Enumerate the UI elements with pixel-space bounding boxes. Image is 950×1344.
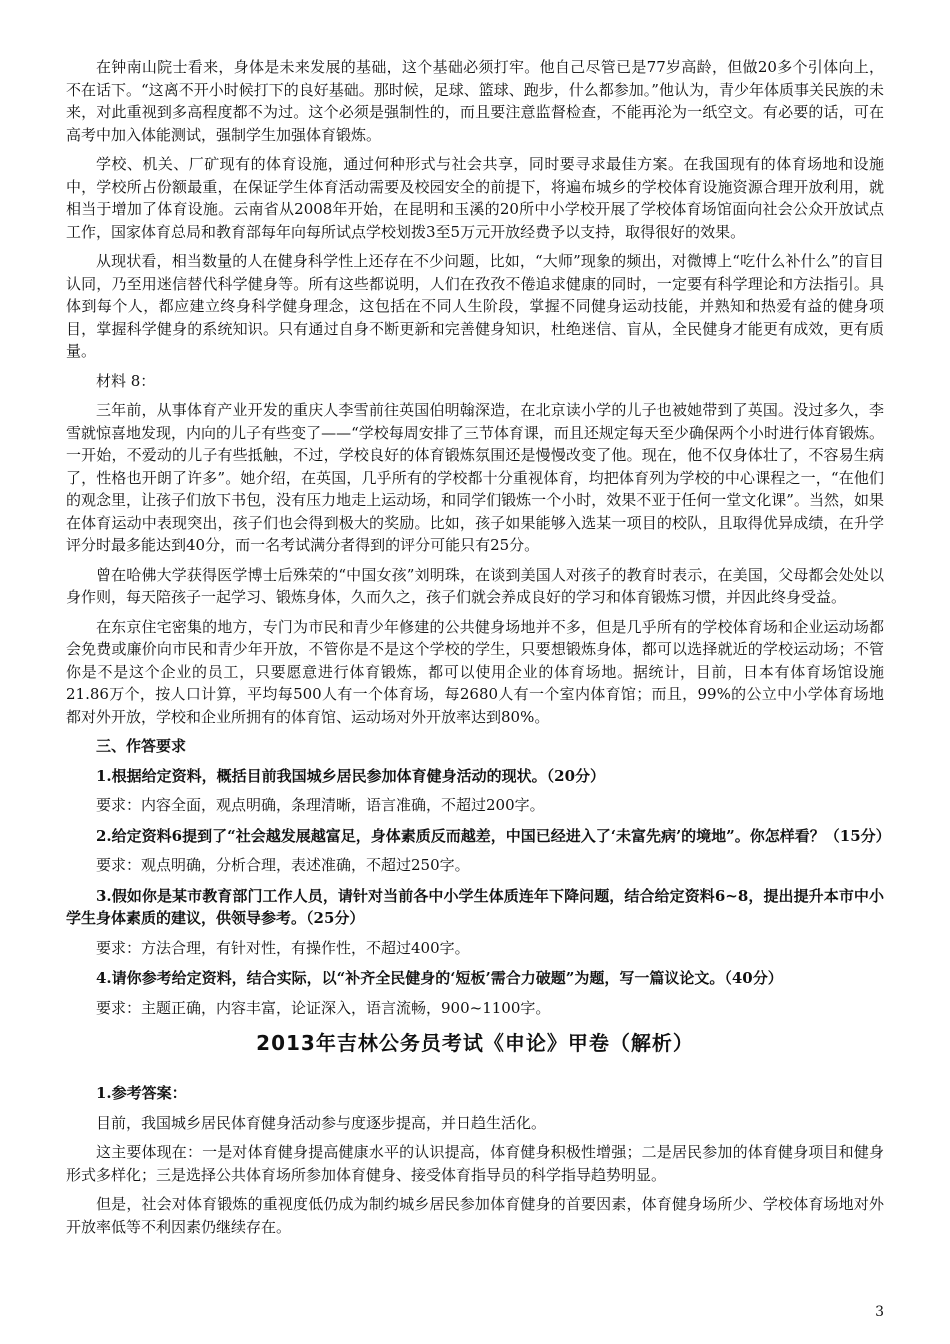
analysis-title: 2013年吉林公务员考试《申论》甲卷（解析） [256, 1031, 694, 1055]
section-heading: 三、作答要求 [96, 737, 187, 755]
question-2: 2.给定资料6提到了“社会越发展越富足，身体素质反而越差，中国已经进入了‘未富先病’的境地”。你怎样看？（15分） [96, 826, 891, 845]
question-3: 3.假如你是某市教育部门工作人员，请针对当前各中小学生体质连年下降问题，结合给定资料6~8，提出提升本市中小学生身体素质的建议，供领导参考。（25分） [66, 886, 884, 927]
body-paragraph: 曾在哈佛大学获得医学博士后殊荣的“中国女孩”刘明珠，在谈到美国人对孩子的教育时表示，在美国，父母都会处处以身作则，每天陪孩子一起学习、锻炼身体，久而久之，孩子们就会养成良好的学习和体育锻炼习惯，并因此终身受益。 [66, 565, 884, 606]
question-4: 4.请你参考给定资料，结合实际，以“补齐全民健身的‘短板’需合力破题”为题，写一篇议论文。（40分） [96, 969, 783, 987]
body-paragraph: 在东京住宅密集的地方，专门为市民和青少年修建的公共健身场地并不多，但是几乎所有的学校体育场和企业运动场都会免费或廉价向市民和青少年开放，不管你是不是这个学校的学生，只要想锻炼身体，都可以选择就近的学校运动场；不管你是不是这个企业的员工，只要愿意进行体育锻炼，都可以使用企业的体育场地。据统计，目前，日本有体育场馆设施21.86万个，按人口计算，平均每500人有一个体育场，每2680人有一个室内体育馆；而且，99%的公立中小学体育场地都对外开放，学校和企业所拥有的体育馆、运动场对外开放率达到80%。 [66, 617, 884, 726]
answer-paragraph: 但是，社会对体育锻炼的重视度低仍成为制约城乡居民参加体育健身的首要因素，体育健身场所少、学校体育场地对外开放率低等不利因素仍继续存在。 [66, 1195, 884, 1236]
body-paragraph: 在钟南山院士看来，身体是未来发展的基础，这个基础必须打牢。他自己尽管已是77岁高龄，但做20多个引体向上，不在话下。“这离不开小时候打下的良好基础。那时候，足球、篮球、跑步，什么都参加。”他认为，青少年体质事关民族的未来，对此重视到多高程度都不为过。这个必须是强制性的，而且要注意监督检查，不能再沦为一纸空文。有必要的话，可在高考中加入体能测试，强制学生加强体育锻炼。 [66, 58, 884, 144]
body-paragraph: 从现状看，相当数量的人在健身科学性上还存在不少问题，比如，“大师”现象的频出，对微博上“吃什么补什么”的盲目认同，乃至用迷信替代科学健身等。所有这些都说明，人们在孜孜不倦追求健康的同时，一定要有科学理论和方法指引。具体到每个人，都应建立终身科学健身理念，这包括在不同人生阶段，掌握不同健身运动技能，并熟知和热爱有益的健身项目，掌握科学健身的系统知识。只有通过自身不断更新和完善健身知识，杜绝迷信、盲从，全民健身才能更有成效，更有质量。 [66, 252, 884, 360]
answer-paragraph: 目前，我国城乡居民体育健身活动参与度逐步提高，并日趋生活化。 [96, 1113, 547, 1132]
body-paragraph: 学校、机关、厂矿现有的体育设施，通过何种形式与社会共享，同时要寻求最佳方案。在我国现有的体育场地和设施中，学校所占份额最重，在保证学生体育活动需要及校园安全的前提下，将遍布城乡的学校体育设施资源合理开放利用，就相当于增加了体育设施。云南省从2008年开始，在昆明和玉溪的20所中小学校开展了学校体育场馆面向社会公众开放试点工作，国家体育总局和教育部每年向每所试点学校划拨3至5万元开放经费予以支持，取得很好的效果。 [66, 155, 884, 241]
question-1: 1.根据给定资料，概括目前我国城乡居民参加体育健身活动的现状。（20分） [96, 766, 606, 785]
question-3-requirement: 要求：方法合理，有针对性，有操作性，不超过400字。 [96, 938, 470, 957]
page-number: 3 [875, 1304, 884, 1320]
body-paragraph: 三年前，从事体育产业开发的重庆人李雪前往英国伯明翰深造，在北京读小学的儿子也被她带到了英国。没过多久，李雪就惊喜地发现，内向的儿子有些变了——“学校每周安排了三节体育课，而且还规定每天至少确保两个小时进行体育锻炼。一开始，不爱动的儿子有些抵触，不过，学校良好的体育锻炼氛围还是慢慢改变了他。现在，他不仅身体壮了，不容易生病了，性格也开朗了许多”。她介绍，在英国，几乎所有的学校都十分重视体育，均把体育列为学校的中心课程之一，“在他们的观念里，让孩子们放下书包，没有压力地走上运动场，和同学们锻炼一个小时，效果不亚于任何一堂文化课”。当然，如果在体育运动中表现突出，孩子们也会得到极大的奖励。比如，孩子如果能够入选某一项目的校队，且取得优异成绩，在升学评分时最多能达到40分，而一名考试满分者得到的评分可能只有25分。 [66, 401, 884, 554]
question-2-requirement: 要求：观点明确，分析合理，表述准确，不超过250字。 [96, 856, 470, 874]
answer-paragraph: 这主要体现在：一是对体育健身提高健康水平的认识提高，体育健身积极性增强；二是居民参加的体育健身项目和健身形式多样化；三是选择公共体育场所参加体育健身、接受体育指导员的科学指导趋势明显。 [66, 1143, 884, 1184]
answer-label: 1.参考答案： [96, 1084, 187, 1102]
question-1-requirement: 要求：内容全面，观点明确，条理清晰，语言准确，不超过200字。 [96, 796, 545, 814]
question-4-requirement: 要求：主题正确，内容丰富，论证深入，语言流畅，900~1100字。 [96, 998, 551, 1017]
material-8-label: 材料 8： [96, 371, 156, 390]
